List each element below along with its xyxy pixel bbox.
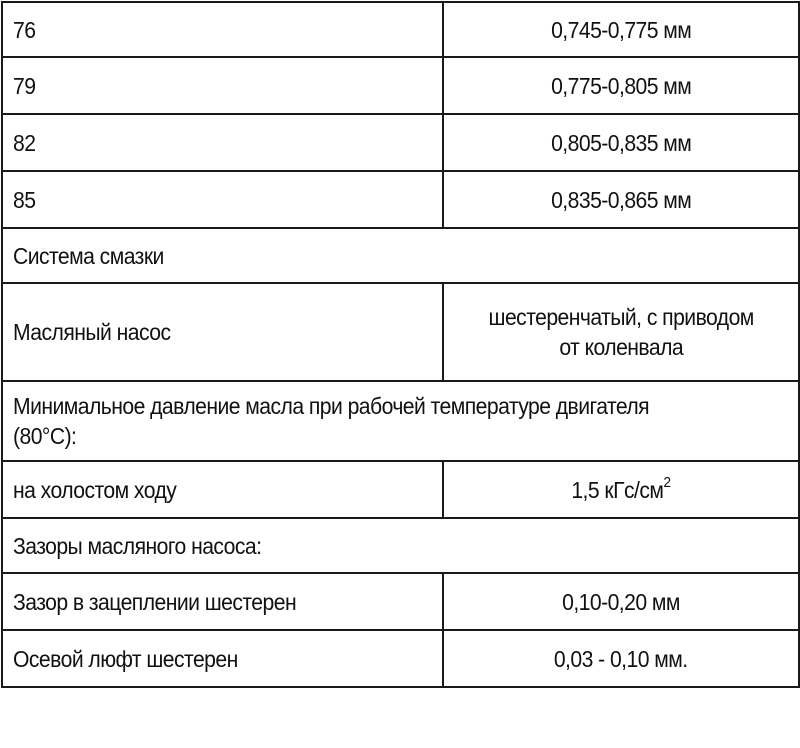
lubrication-section-title: Система смазки bbox=[2, 228, 799, 283]
min-pressure-title: Минимальное давление масла при рабочей температуре двигателя (80°С): bbox=[2, 381, 799, 461]
table-row bbox=[2, 171, 799, 228]
row-label: 82 bbox=[2, 114, 443, 171]
row-label: 85 bbox=[2, 171, 443, 228]
row-label: 76 bbox=[2, 2, 443, 57]
table-row bbox=[2, 114, 799, 171]
idle-label: на холостом ходу bbox=[2, 461, 443, 518]
gear-mesh-label: Зазор в зацеплении шестерен bbox=[2, 573, 443, 630]
table-row bbox=[2, 283, 799, 381]
table-row bbox=[2, 461, 799, 518]
axial-play-label: Осевой люфт шестерен bbox=[2, 630, 443, 687]
idle-value-superscript: 2 bbox=[663, 473, 671, 491]
section-header-row bbox=[2, 518, 799, 573]
table-row bbox=[2, 573, 799, 630]
engine-spec-table bbox=[1, 1, 800, 688]
table-row bbox=[2, 57, 799, 114]
gear-mesh-value: 0,10-0,20 мм bbox=[443, 573, 799, 630]
idle-value: 1,5 кГс/$см^2$ bbox=[443, 461, 799, 518]
row-value: 0,805-0,835 мм bbox=[443, 114, 799, 171]
row-value: 0,745-0,775 мм bbox=[443, 2, 799, 57]
oil-pump-value: шестеренчатый, с приводом от коленвала bbox=[443, 283, 799, 381]
section-header-row bbox=[2, 228, 799, 283]
row-value: 0,775-0,805 мм bbox=[443, 57, 799, 114]
table-row bbox=[2, 2, 799, 57]
oil-pump-label: Масляный насос bbox=[2, 283, 443, 381]
clearances-title: Зазоры масляного насоса: bbox=[2, 518, 799, 573]
section-header-row bbox=[2, 381, 799, 461]
axial-play-value: 0,03 - 0,10 мм. bbox=[443, 630, 799, 687]
table-row bbox=[2, 630, 799, 687]
row-label: 79 bbox=[2, 57, 443, 114]
row-value: 0,835-0,865 мм bbox=[443, 171, 799, 228]
